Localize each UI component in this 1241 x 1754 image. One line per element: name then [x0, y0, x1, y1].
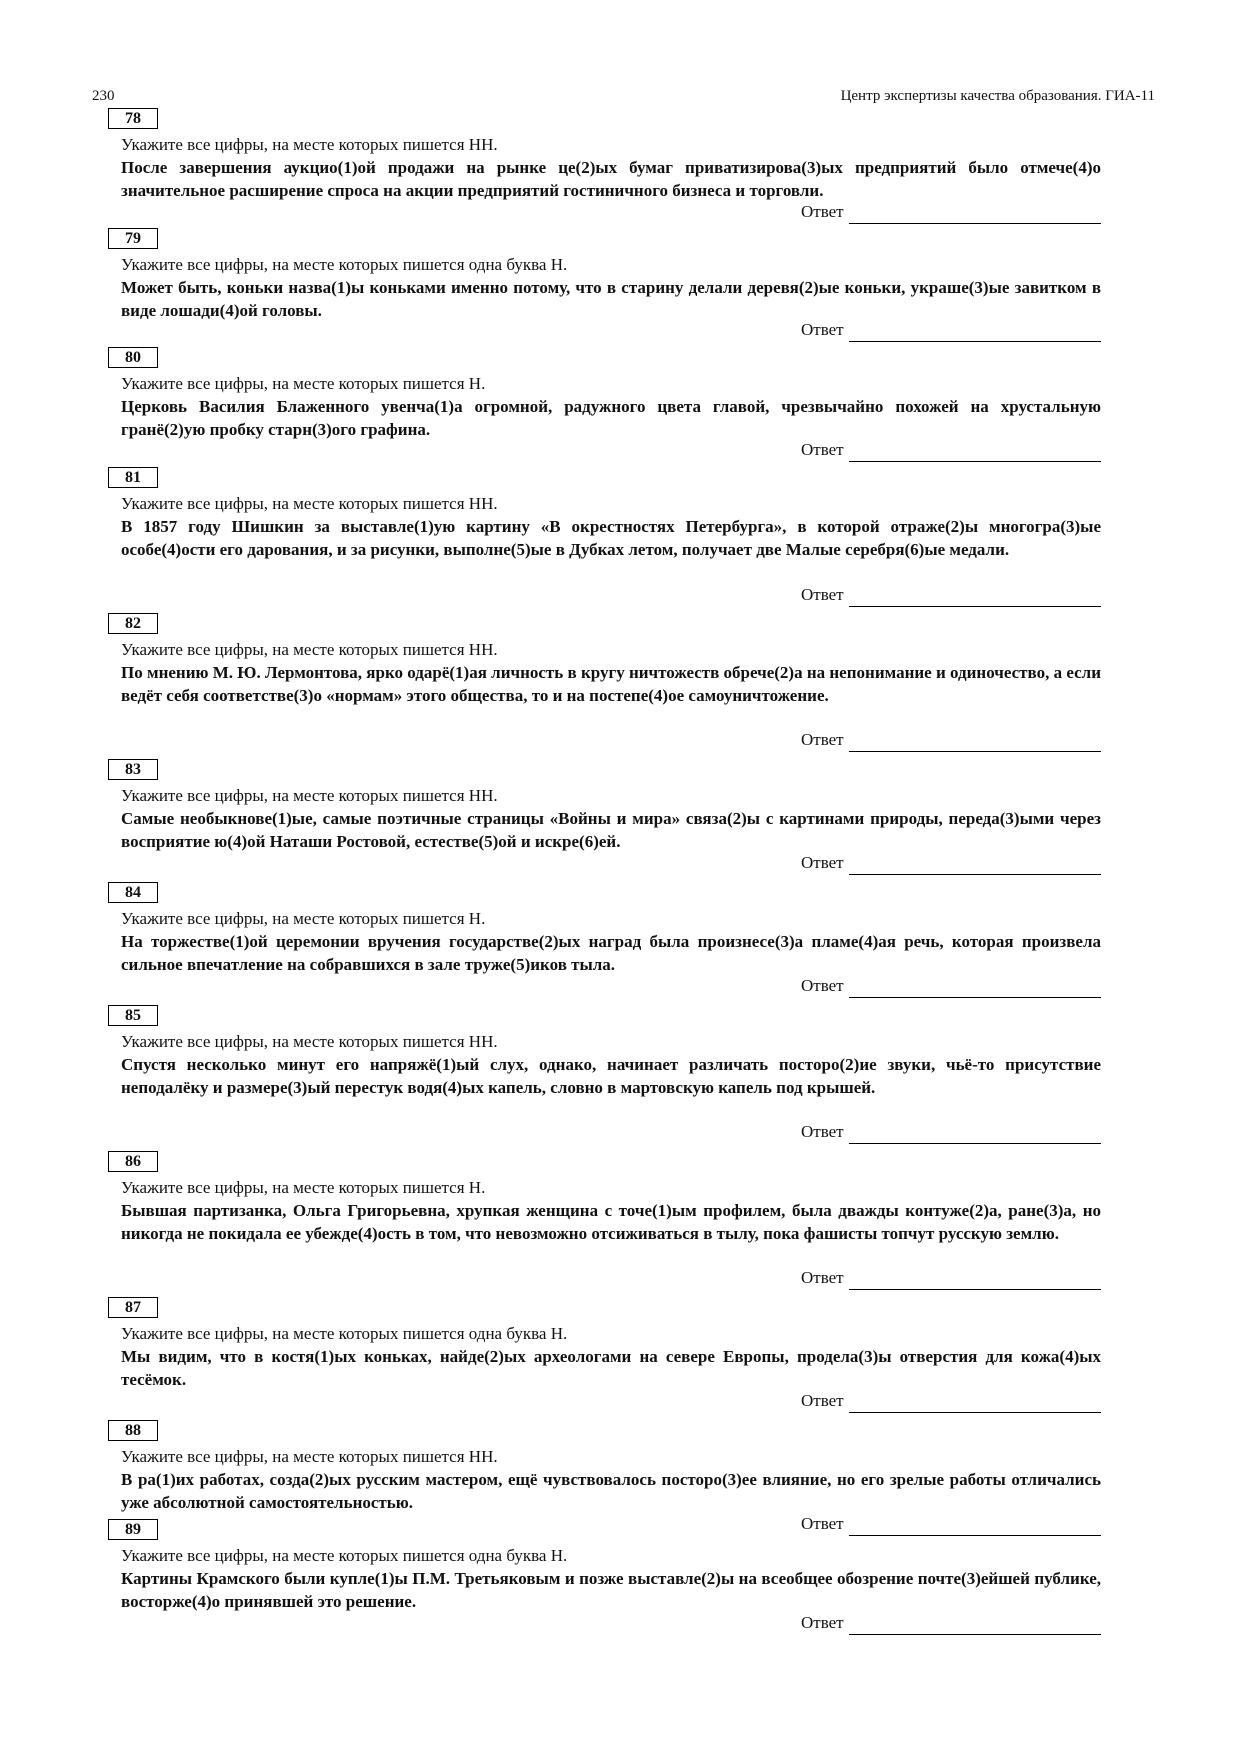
task-instruction: Укажите все цифры, на месте которых пишется Н.: [121, 909, 486, 928]
task-number: 83: [108, 759, 158, 780]
task-number: 81: [108, 467, 158, 488]
task-sentence: Самые необыкнове(1)ые, самые поэтичные страницы «Войны и мира» связа(2)ы с картинами природы, переда(3)ыми через восприятие ю(4)ой Наташи Ростовой, естестве(5)ой и искре(6)ей.: [121, 809, 1101, 851]
task-instruction: Укажите все цифры, на месте которых пишется НН.: [121, 1032, 498, 1051]
task-number: 89: [108, 1519, 158, 1540]
task-instruction: Укажите все цифры, на месте которых пишется одна буква Н.: [121, 255, 568, 274]
task-sentence: На торжестве(1)ой церемонии вручения государстве(2)ых наград была произнесе(3)а пламе(4)ая речь, которая произвела сильное впечатление на собравшихся в зале труже(5)иков тыла.: [121, 932, 1101, 974]
answer-field[interactable]: [801, 976, 1101, 998]
answer-label: Ответ: [801, 730, 844, 749]
answer-label: Ответ: [801, 1268, 844, 1287]
page-header-title: Центр экспертизы качества образования. ГИА-11: [840, 88, 1155, 104]
task-instruction: Укажите все цифры, на месте которых пишется одна буква Н.: [121, 1546, 568, 1565]
answer-line[interactable]: [849, 997, 1101, 998]
task-number: 87: [108, 1297, 158, 1318]
answer-line[interactable]: [849, 461, 1101, 462]
task-instruction: Укажите все цифры, на месте которых пишется одна буква Н.: [121, 1324, 568, 1343]
answer-field[interactable]: [801, 1122, 1101, 1144]
task-sentence: Мы видим, что в костя(1)ых коньках, найде(2)ых археологами на севере Европы, продела(3)ы отверстия для кожа(4)ых тесёмок.: [121, 1347, 1101, 1389]
answer-field[interactable]: [801, 1613, 1101, 1635]
task-number: 79: [108, 228, 158, 249]
page-number: 230: [92, 88, 115, 104]
answer-line[interactable]: [849, 1143, 1101, 1144]
task-number: 86: [108, 1151, 158, 1172]
task-number: 78: [108, 108, 158, 129]
answer-label: Ответ: [801, 440, 844, 459]
answer-label: Ответ: [801, 1122, 844, 1141]
answer-field[interactable]: [801, 440, 1101, 462]
task-instruction: Укажите все цифры, на месте которых пишется НН.: [121, 640, 498, 659]
task-sentence: После завершения аукцио(1)ой продажи на рынке це(2)ых бумаг приватизирова(3)ых предприятий было отмече(4)о значительное расширение спроса на акции предприятий гостиничного бизнеса и торговли.: [121, 158, 1101, 200]
task-sentence: В ра(1)их работах, созда(2)ых русским мастером, ещё чувствовалось посторо(3)ее влияние, но его зрелые работы отличались уже абсолютной самостоятельностью.: [121, 1470, 1101, 1512]
task-number: 85: [108, 1005, 158, 1026]
answer-label: Ответ: [801, 320, 844, 339]
task-sentence: Спустя несколько минут его напряжё(1)ый слух, однако, начинает различать постoро(2)ие звуки, чьё-то присутствие неподалёку и размере(3)ый перестук водя(4)ых капель, словно в мартовскую капель под крышей.: [121, 1055, 1101, 1097]
answer-line[interactable]: [849, 1535, 1101, 1536]
answer-label: Ответ: [801, 976, 844, 995]
answer-field[interactable]: [801, 1514, 1101, 1536]
task-instruction: Укажите все цифры, на месте которых пишется НН.: [121, 786, 498, 805]
answer-label: Ответ: [801, 202, 844, 221]
answer-label: Ответ: [801, 1514, 844, 1533]
answer-field[interactable]: [801, 202, 1101, 224]
answer-line[interactable]: [849, 751, 1101, 752]
answer-line[interactable]: [849, 874, 1101, 875]
task-number: 82: [108, 613, 158, 634]
answer-field[interactable]: [801, 730, 1101, 752]
answer-line[interactable]: [849, 1412, 1101, 1413]
answer-label: Ответ: [801, 1613, 844, 1632]
task-instruction: Укажите все цифры, на месте которых пишется НН.: [121, 494, 498, 513]
task-sentence: Картины Крамского были купле(1)ы П.М. Третьяковым и позже выставле(2)ы на всеобщее обозрение почте(3)ейшей публике, восторже(4)о принявшей это решение.: [121, 1569, 1101, 1611]
answer-line[interactable]: [849, 223, 1101, 224]
answer-line[interactable]: [849, 341, 1101, 342]
answer-line[interactable]: [849, 606, 1101, 607]
task-number: 84: [108, 882, 158, 903]
task-instruction: Укажите все цифры, на месте которых пишется Н.: [121, 374, 486, 393]
answer-label: Ответ: [801, 853, 844, 872]
task-sentence: Церковь Василия Блаженного увенча(1)а огромной, радужного цвета главой, чрезвычайно похожей на хрустальную гранё(2)ую пробку старн(3)ого графина.: [121, 397, 1101, 439]
task-number: 80: [108, 347, 158, 368]
task-sentence: Бывшая партизанка, Ольга Григорьевна, хрупкая женщина с точе(1)ым профилем, была дважды контуже(2)а, ране(3)а, но никогда не покидала ее убежде(4)ость в том, что невозможно отсиживаться в тылу, пока фашисты топчут русскую землю.: [121, 1201, 1101, 1243]
answer-label: Ответ: [801, 585, 844, 604]
answer-field[interactable]: [801, 585, 1101, 607]
answer-field[interactable]: [801, 320, 1101, 342]
task-sentence: По мнению М. Ю. Лермонтова, ярко одарё(1)ая личность в кругу ничтожеств обрече(2)а на непонимание и одиночество, а если ведёт себя соответстве(3)о «нормам» этого общества, то и на постепе(4)ое самоуничтожение.: [121, 663, 1101, 705]
answer-field[interactable]: [801, 1391, 1101, 1413]
answer-line[interactable]: [849, 1289, 1101, 1290]
task-instruction: Укажите все цифры, на месте которых пишется НН.: [121, 1447, 498, 1466]
task-instruction: Укажите все цифры, на месте которых пишется НН.: [121, 135, 498, 154]
task-number: 88: [108, 1420, 158, 1441]
answer-field[interactable]: [801, 1268, 1101, 1290]
task-instruction: Укажите все цифры, на месте которых пишется Н.: [121, 1178, 486, 1197]
answer-label: Ответ: [801, 1391, 844, 1410]
task-sentence: Может быть, коньки назва(1)ы коньками именно потому, что в старину делали деревя(2)ые коньки, украше(3)ые завитком в виде лошади(4)ой головы.: [121, 278, 1101, 320]
task-sentence: В 1857 году Шишкин за выставле(1)ую картину «В окрестностях Петербурга», в которой отраже(2)ы многогра(3)ые особе(4)ости его дарования, и за рисунки, выполне(5)ые в Дубках летом, получает две Малые серебря(6)ые медали.: [121, 517, 1101, 559]
answer-field[interactable]: [801, 853, 1101, 875]
answer-line[interactable]: [849, 1634, 1101, 1635]
